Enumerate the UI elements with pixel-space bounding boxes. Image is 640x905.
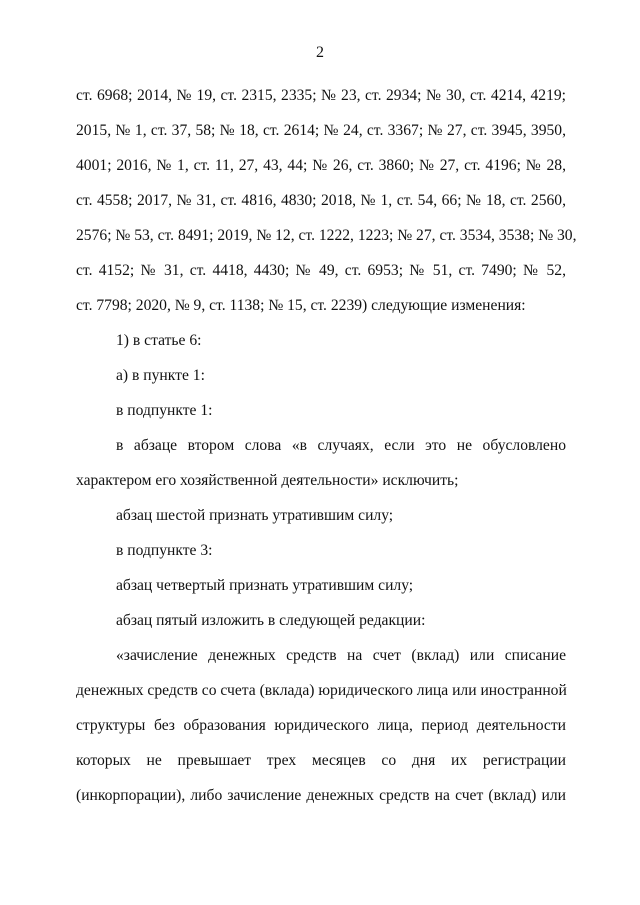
text-line: ст. 4152; № 31, ст. 4418, 4430; № 49, ст. 6953; № 51, ст. 7490; № 52, [76,262,566,279]
text-line: 2015, № 1, ст. 37, 58; № 18, ст. 2614; № 24, ст. 3367; № 27, ст. 3945, 3950, [76,122,566,139]
text-line: «зачисление денежных средств на счет (вклад) или списание [116,647,566,664]
text-line: 2576; № 53, ст. 8491; 2019, № 12, ст. 1222, 1223; № 27, ст. 3534, 3538; № 30, [76,227,577,244]
text-line: ст. 7798; 2020, № 9, ст. 1138; № 15, ст. 2239) следующие изменения: [76,297,526,314]
text-line: абзац шестой признать утратившим силу; [116,507,394,524]
text-line: (инкорпорации), либо зачисление денежных средств на счет (вклад) или [76,787,566,804]
text-line: в абзаце втором слова «в случаях, если это не обусловлено [116,437,566,454]
text-line: абзац четвертый признать утратившим силу; [116,577,414,594]
text-line: 1) в статье 6: [116,332,202,349]
text-line: которых не превышает трех месяцев со дня их регистрации [76,752,566,769]
text-line: а) в пункте 1: [116,367,205,384]
text-line: ст. 6968; 2014, № 19, ст. 2315, 2335; № 23, ст. 2934; № 30, ст. 4214, 4219; [76,87,566,104]
text-line: 4001; 2016, № 1, ст. 11, 27, 43, 44; № 26, ст. 3860; № 27, ст. 4196; № 28, [76,157,566,174]
text-line: структуры без образования юридического лица, период деятельности [76,717,566,734]
page-number: 2 [316,44,324,61]
text-line: ст. 4558; 2017, № 31, ст. 4816, 4830; 2018, № 1, ст. 54, 66; № 18, ст. 2560, [76,192,566,209]
text-line: абзац пятый изложить в следующей редакции: [116,612,426,629]
text-line: в подпункте 1: [116,402,213,419]
text-line: характером его хозяйственной деятельности» исключить; [76,472,459,489]
text-line: денежных средств со счета (вклада) юридического лица или иностранной [76,682,567,699]
text-line: в подпункте 3: [116,542,213,559]
